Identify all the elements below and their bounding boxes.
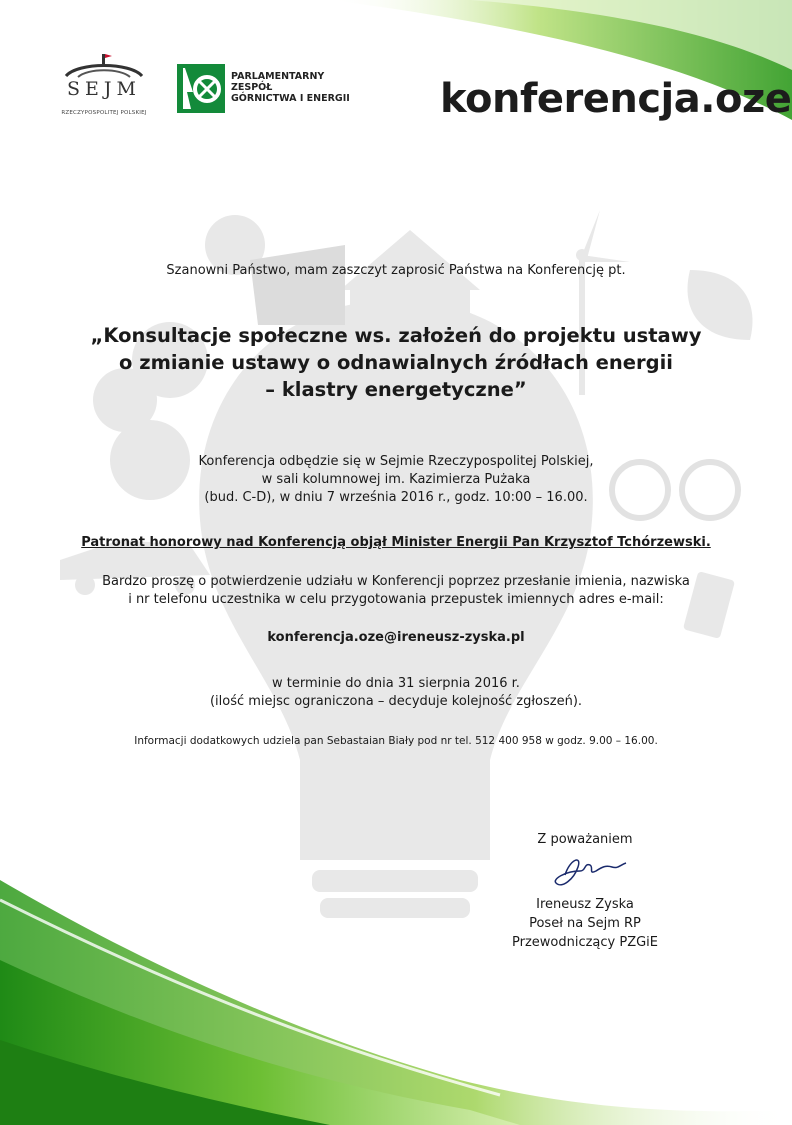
deadline-line-1: w terminie do dnia 31 sierpnia 2016 r. <box>272 676 520 691</box>
sejm-logo <box>58 48 150 124</box>
signature-block <box>470 830 700 952</box>
patronage-note: Patronat honorowy nad Konferencją objął Minister Energii Pan Krzysztof Tchórzewski. <box>81 535 711 550</box>
signer-role-1: Poseł na Sejm RP <box>529 916 641 931</box>
deadline-line-2: (ilość miejsc ograniczona – decyduje kolejność zgłoszeń). <box>209 694 583 709</box>
pzgie-logo-text <box>231 71 350 104</box>
closing: Z poważaniem <box>537 832 633 847</box>
signer-name: Ireneusz Zyska <box>536 897 634 912</box>
title-line-3: – klastry energetyczne” <box>265 378 527 401</box>
request-line-1: Bardzo proszę o potwierdzenie udziału w Konferencji poprzez przesłanie imienia, nazwiska <box>102 574 690 589</box>
pzgie-line-3: GÓRNICTWA I ENERGII <box>231 93 350 104</box>
rsvp-email[interactable]: konferencja.oze@ireneusz-zyska.pl <box>267 630 525 645</box>
pzgie-line-1: PARLAMENTARNY <box>231 71 325 82</box>
pzgie-logo-icon <box>177 64 225 113</box>
deadline-info <box>90 675 702 711</box>
pzgie-line-2: ZESPÓŁ <box>231 82 273 93</box>
sejm-wordmark: SEJM <box>67 78 141 100</box>
greeting: Szanowni Państwo, mam zaszczyt zaprosić Państwa na Konferencję pt. <box>166 263 626 278</box>
title-line-1: „Konsultacje społeczne ws. założeń do projektu ustawy <box>90 324 702 347</box>
venue-info <box>90 453 702 507</box>
request-line-2: i nr telefonu uczestnika w celu przygotowania przepustek imiennych adres e-mail: <box>128 592 664 607</box>
venue-line-3: (bud. C-D), w dniu 7 września 2016 r., godz. 10:00 – 16.00. <box>204 490 588 505</box>
rsvp-request <box>70 573 722 609</box>
brand-title: konferencja.oze <box>440 76 792 122</box>
handwritten-signature <box>470 849 700 889</box>
contact-info: Informacji dodatkowych udziela pan Sebastaian Biały pod nr tel. 512 400 958 w godz. 9.00 – 16.00. <box>134 735 658 747</box>
title-line-2: o zmianie ustawy o odnawialnych źródłach energii <box>119 351 673 374</box>
conference-title <box>70 322 722 403</box>
sejm-dome-icon <box>58 48 150 78</box>
venue-line-2: w sali kolumnowej im. Kazimierza Pużaka <box>261 472 531 487</box>
sejm-subtitle: RZECZYPOSPOLITEJ POLSKIEJ <box>61 110 147 116</box>
venue-line-1: Konferencja odbędzie się w Sejmie Rzeczypospolitej Polskiej, <box>198 454 594 469</box>
signer-role-2: Przewodniczący PZGiE <box>511 935 659 950</box>
energy-watermark-illustration <box>60 210 753 918</box>
